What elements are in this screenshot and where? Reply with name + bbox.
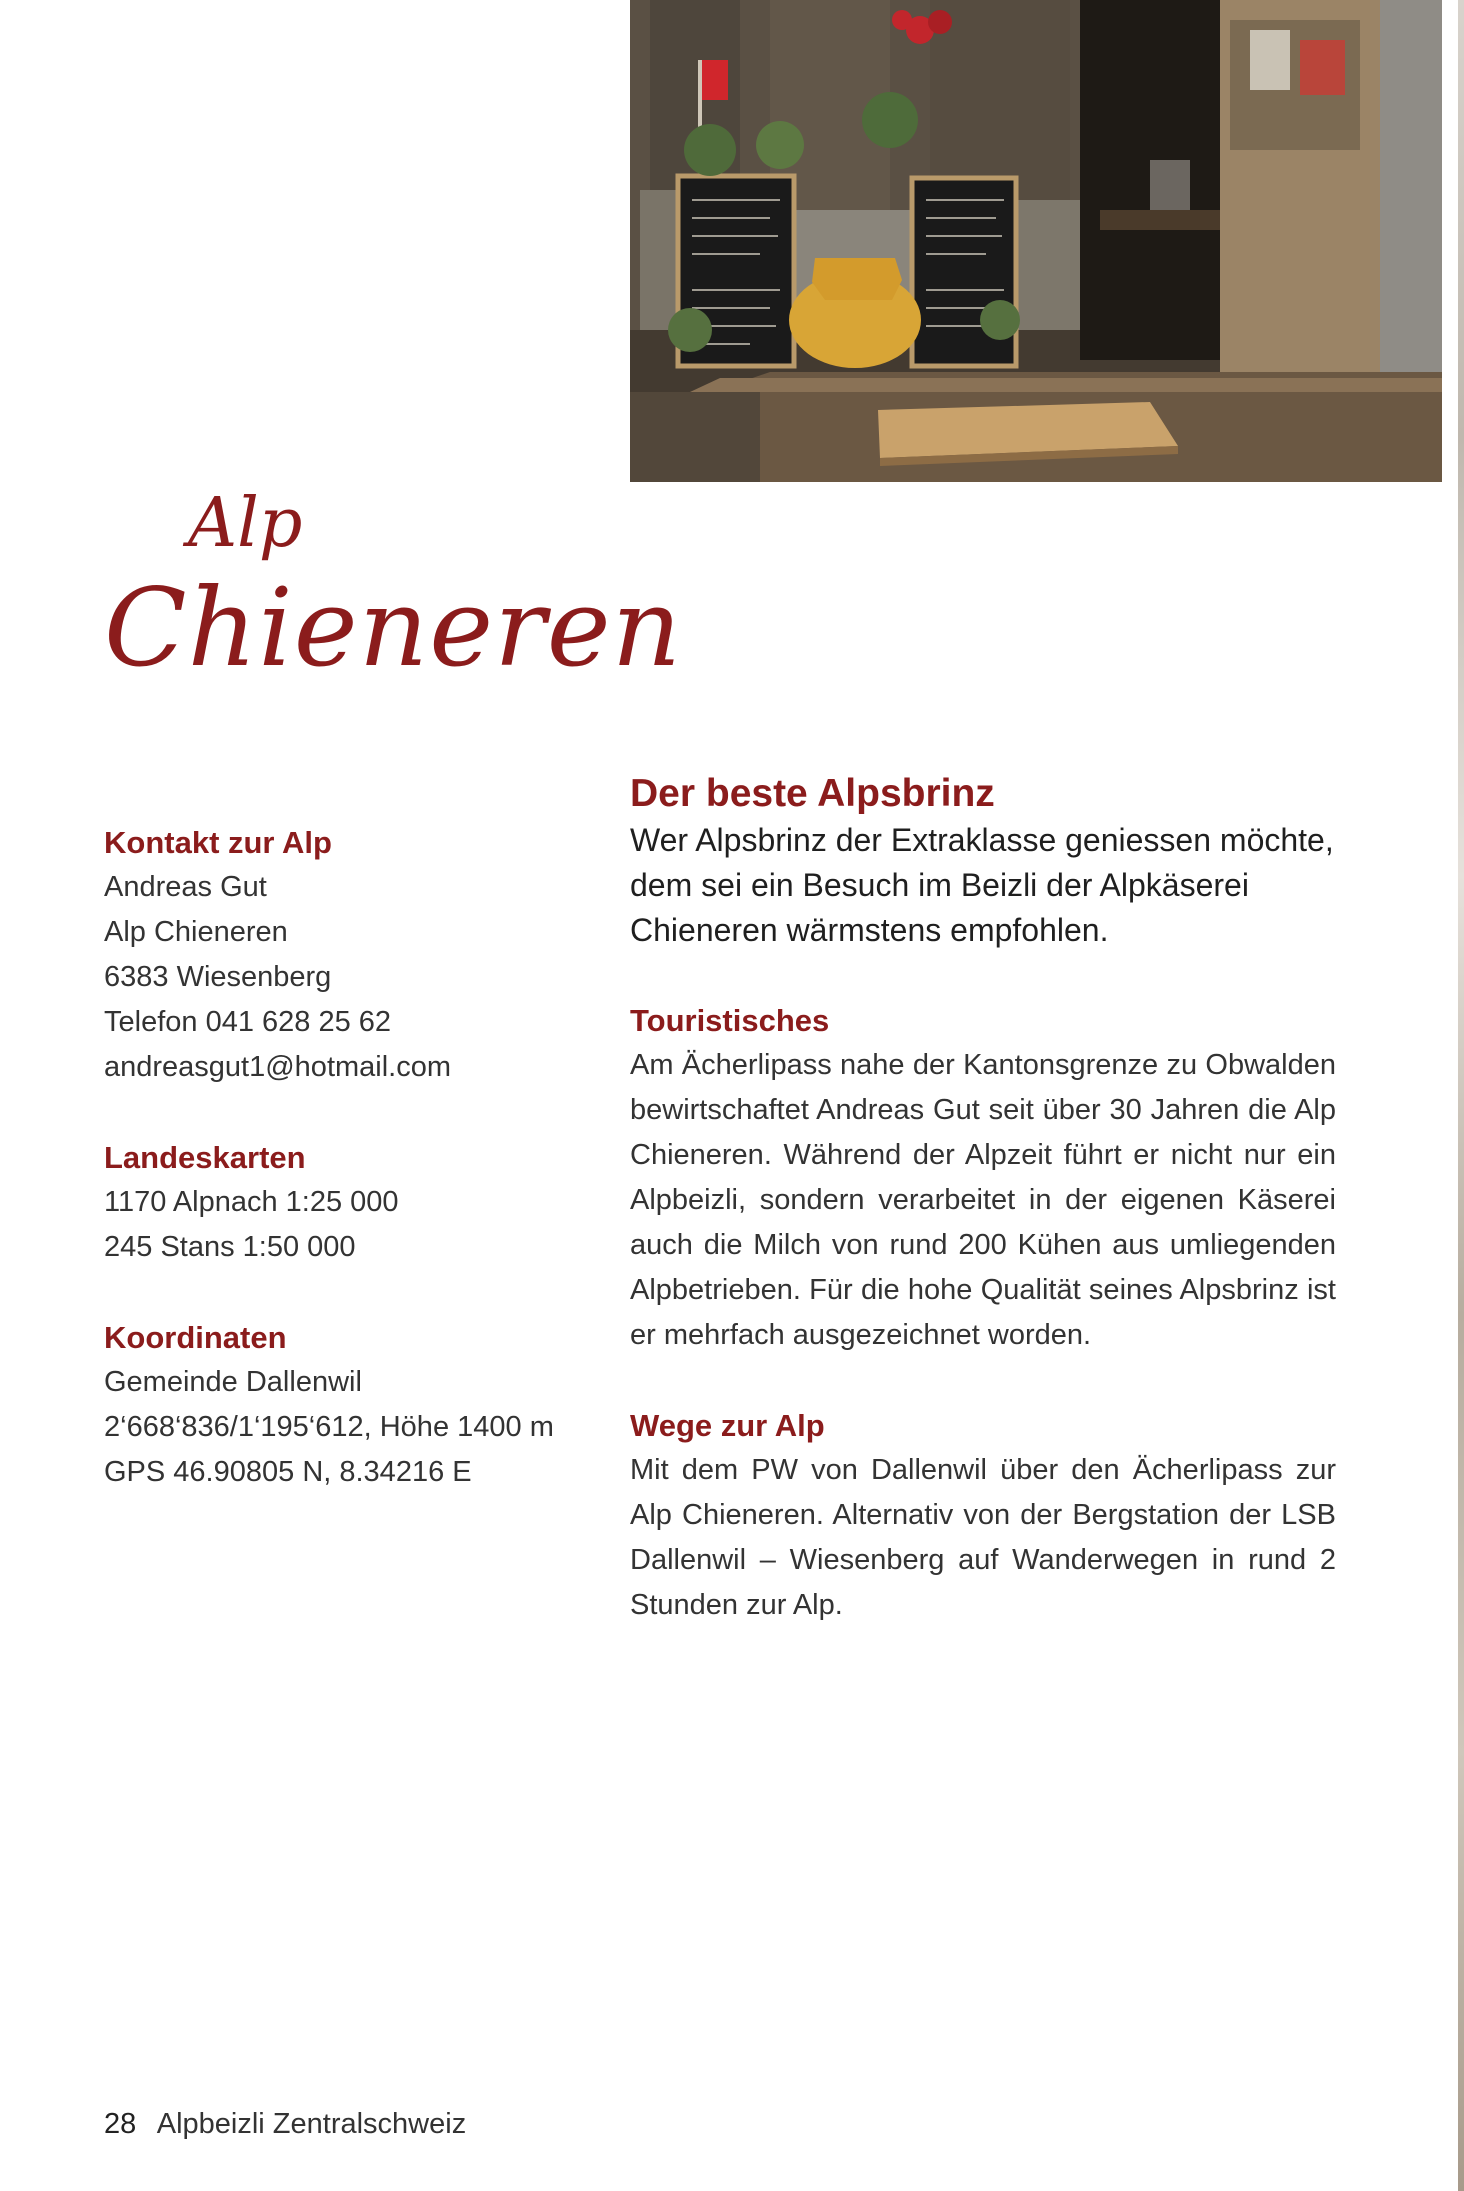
page-title: Chieneren — [104, 566, 683, 691]
contact-heading: Kontakt zur Alp — [104, 825, 332, 860]
photo-illustration — [630, 0, 1442, 482]
coordinates-heading: Koordinaten — [104, 1320, 287, 1355]
contact-section — [104, 820, 574, 1090]
page-footer — [104, 2108, 466, 2141]
tourism-heading: Touristisches — [630, 1003, 830, 1038]
routes-heading: Wege zur Alp — [630, 1408, 825, 1443]
coordinates-municipality: Gemeinde Dallenwil — [104, 1366, 362, 1398]
map-1: 1170 Alpnach 1:25 000 — [104, 1186, 399, 1218]
lead-heading: Der beste Alpsbrinz — [630, 772, 995, 815]
tourism-text: Am Ächerlipass nahe der Kantonsgrenze zu Obwalden bewirtschaftet Andreas Gut seit über 30 Jahren die Alp Chieneren. Während der Alpzeit führt er nicht nur ein Alpbeizli, sondern verarbeitet in der eigenen Käserei auch die Milch von rund 200 Kühen aus umliegenden Alpbetrieben. Für die hohe Qualität seines Alpsbrinz ist er mehrfach ausgezeichnet worden. — [630, 1049, 1336, 1351]
info-column — [104, 820, 574, 1495]
hut-entrance-photo — [630, 0, 1442, 482]
contact-name: Andreas Gut — [104, 871, 267, 903]
contact-place: Alp Chieneren — [104, 916, 288, 948]
lead-section — [630, 770, 1336, 953]
maps-section — [104, 1135, 574, 1270]
title-small: Alp — [188, 484, 303, 563]
contact-email: andreasgut1@hotmail.com — [104, 1051, 452, 1083]
maps-heading: Landeskarten — [104, 1140, 306, 1175]
routes-section — [630, 1403, 1336, 1628]
contact-address: 6383 Wiesenberg — [104, 961, 332, 993]
text-column — [630, 770, 1336, 1628]
coordinates-swiss: 2‘668‘836/1‘195‘612, Höhe 1400 m — [104, 1411, 554, 1443]
coordinates-gps: GPS 46.90805 N, 8.34216 E — [104, 1456, 472, 1488]
publication-title: Alpbeizli Zentralschweiz — [156, 2108, 467, 2140]
page-number: 28 — [104, 2108, 137, 2140]
routes-text: Mit dem PW von Dallenwil über den Ächerlipass zur Alp Chieneren. Alternativ von der Bergstation der LSB Dallenwil – Wiesenberg auf Wanderwegen in rund 2 Stunden zur Alp. — [630, 1454, 1336, 1621]
lead-text: Wer Alpsbrinz der Extraklasse geniessen möchte, dem sei ein Besuch im Beizli der Alpkäserei Chieneren wärmstens empfohlen. — [630, 822, 1334, 948]
map-2: 245 Stans 1:50 000 — [104, 1231, 356, 1263]
tourism-section — [630, 998, 1336, 1358]
adjacent-page-edge — [1458, 0, 1464, 2191]
contact-phone: Telefon 041 628 25 62 — [104, 1006, 392, 1038]
coordinates-section — [104, 1315, 574, 1495]
